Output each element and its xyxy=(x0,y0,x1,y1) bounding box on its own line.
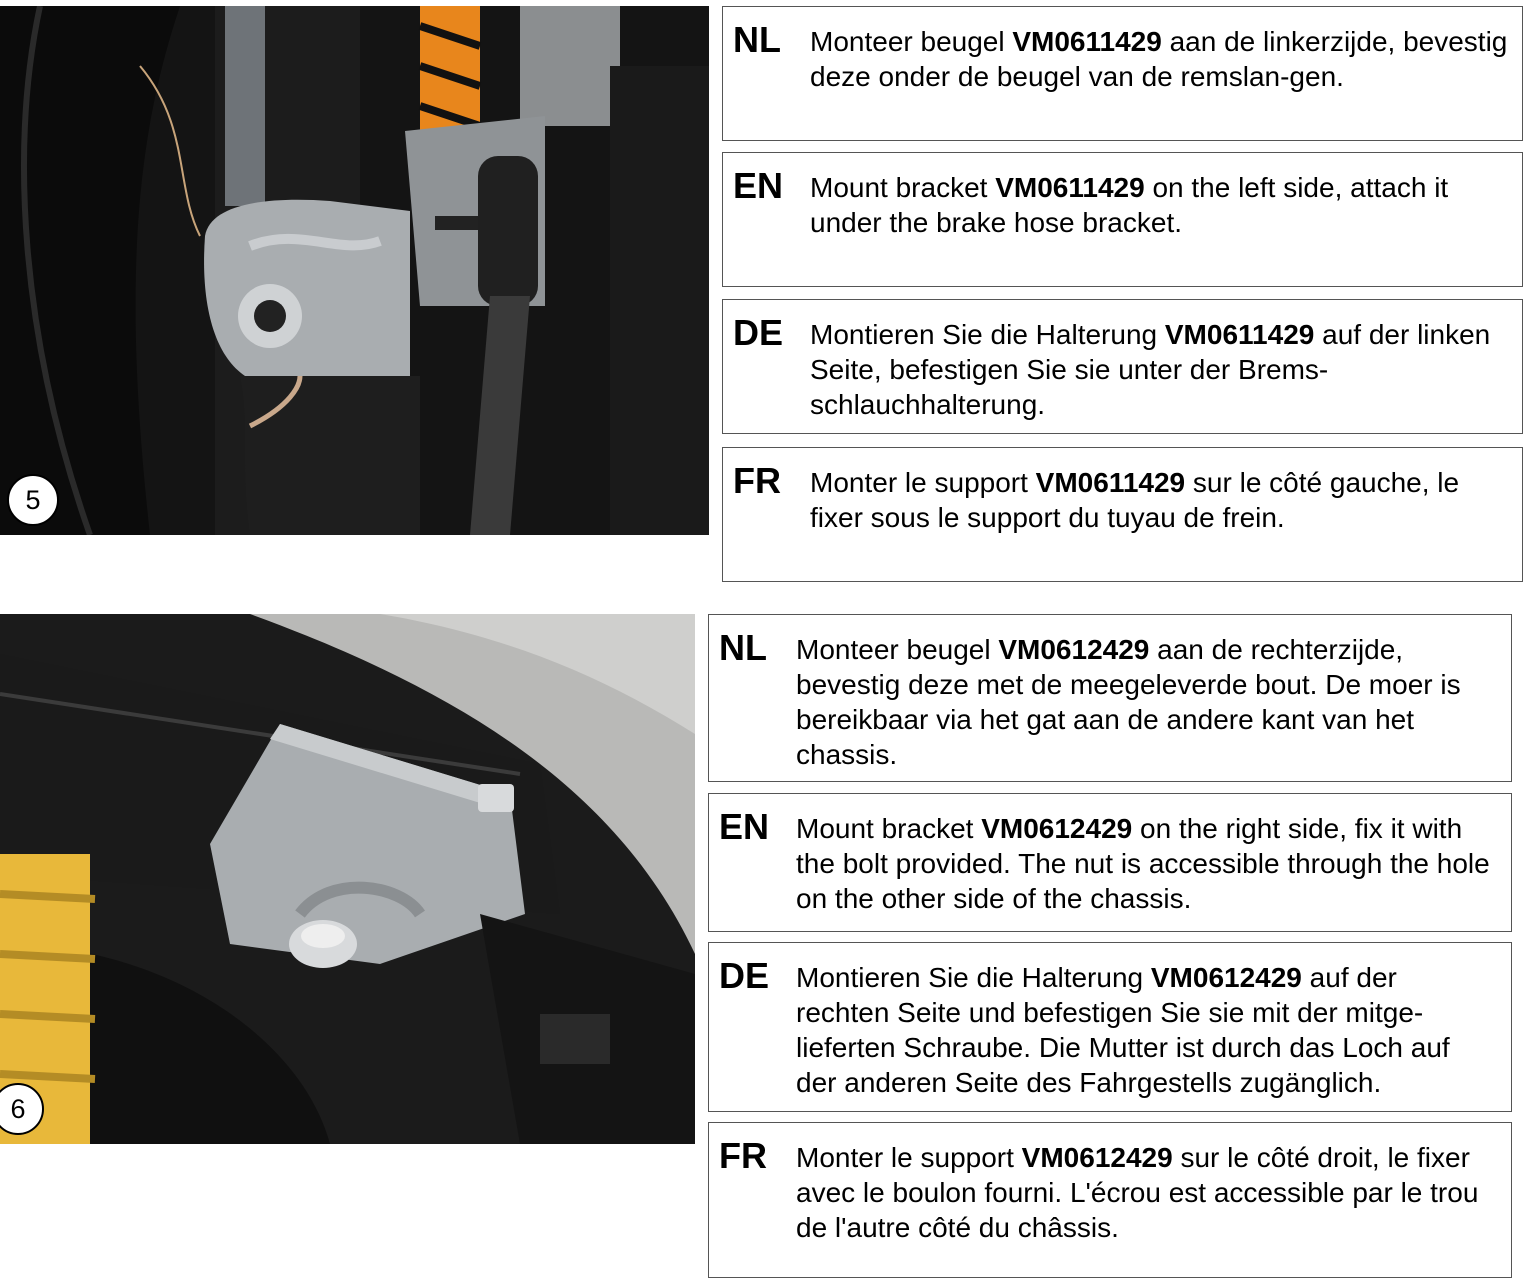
instruction-box-en xyxy=(708,793,1512,932)
language-code: EN xyxy=(733,165,784,206)
language-code: FR xyxy=(733,460,781,501)
instruction-text: Mount bracket VM0612429 on the right side, fix it with the bolt provided. The nut is accessible through the hole on the other side of the chassis. xyxy=(796,813,1490,914)
instruction-text: Monter le support VM0611429 sur le côté gauche, le fixer sous le support du tuyau de frein. xyxy=(810,467,1460,533)
instruction-box-fr xyxy=(722,447,1523,582)
instruction-text: Monter le support VM0612429 sur le côté droit, le fixer avec le boulon fourni. L'écrou est accessible par le trou de l'autre côté du châssis. xyxy=(796,1142,1479,1243)
step-5-photo xyxy=(0,6,709,535)
instruction-text: Mount bracket VM0611429 on the left side, attach it under the brake hose bracket. xyxy=(810,172,1449,238)
language-code: NL xyxy=(733,19,781,60)
instruction-box-nl xyxy=(708,614,1512,782)
instruction-box-fr xyxy=(708,1122,1512,1278)
part-number: VM0612429 xyxy=(1021,1142,1173,1173)
instruction-text: Montieren Sie die Halterung VM0612429 auf der rechten Seite und befestigen Sie sie mit der mitge-lieferten Schraube. Die Mutter ist durch das Loch auf der anderen Seite des Fahrgestells zugänglich. xyxy=(796,962,1450,1098)
instruction-box-de xyxy=(708,942,1512,1112)
part-number: VM0611429 xyxy=(1164,319,1315,350)
right-bracket-photo-drawing xyxy=(0,614,695,1144)
language-code: NL xyxy=(719,627,767,668)
part-number: VM0612429 xyxy=(1150,962,1302,993)
step-number-badge: 5 xyxy=(7,474,59,526)
part-number: VM0612429 xyxy=(981,813,1133,844)
step-6-photo xyxy=(0,614,695,1144)
instruction-box-de xyxy=(722,299,1523,434)
step-number-badge: 6 xyxy=(0,1083,44,1135)
part-number: VM0612429 xyxy=(998,634,1150,665)
language-code: EN xyxy=(719,806,770,847)
language-code: FR xyxy=(719,1135,767,1176)
part-number: VM0611429 xyxy=(995,172,1145,203)
instruction-box-nl xyxy=(722,6,1523,141)
instruction-text: Montieren Sie die Halterung VM0611429 auf der linken Seite, befestigen Sie sie unter der Brems-schlauchhalterung. xyxy=(810,319,1491,420)
part-number: VM0611429 xyxy=(1012,26,1162,57)
part-number: VM0611429 xyxy=(1035,467,1186,498)
language-code: DE xyxy=(719,955,770,996)
left-bracket-photo-drawing xyxy=(0,6,709,535)
instruction-box-en xyxy=(722,152,1523,287)
instruction-text: Monteer beugel VM0612429 aan de rechterzijde, bevestig deze met de meegeleverde bout. De moer is bereikbaar via het gat aan de andere kant van het chassis. xyxy=(796,634,1461,770)
language-code: DE xyxy=(733,312,784,353)
instruction-text: Monteer beugel VM0611429 aan de linkerzijde, bevestig deze onder de beugel van de remslan-gen. xyxy=(810,26,1508,92)
